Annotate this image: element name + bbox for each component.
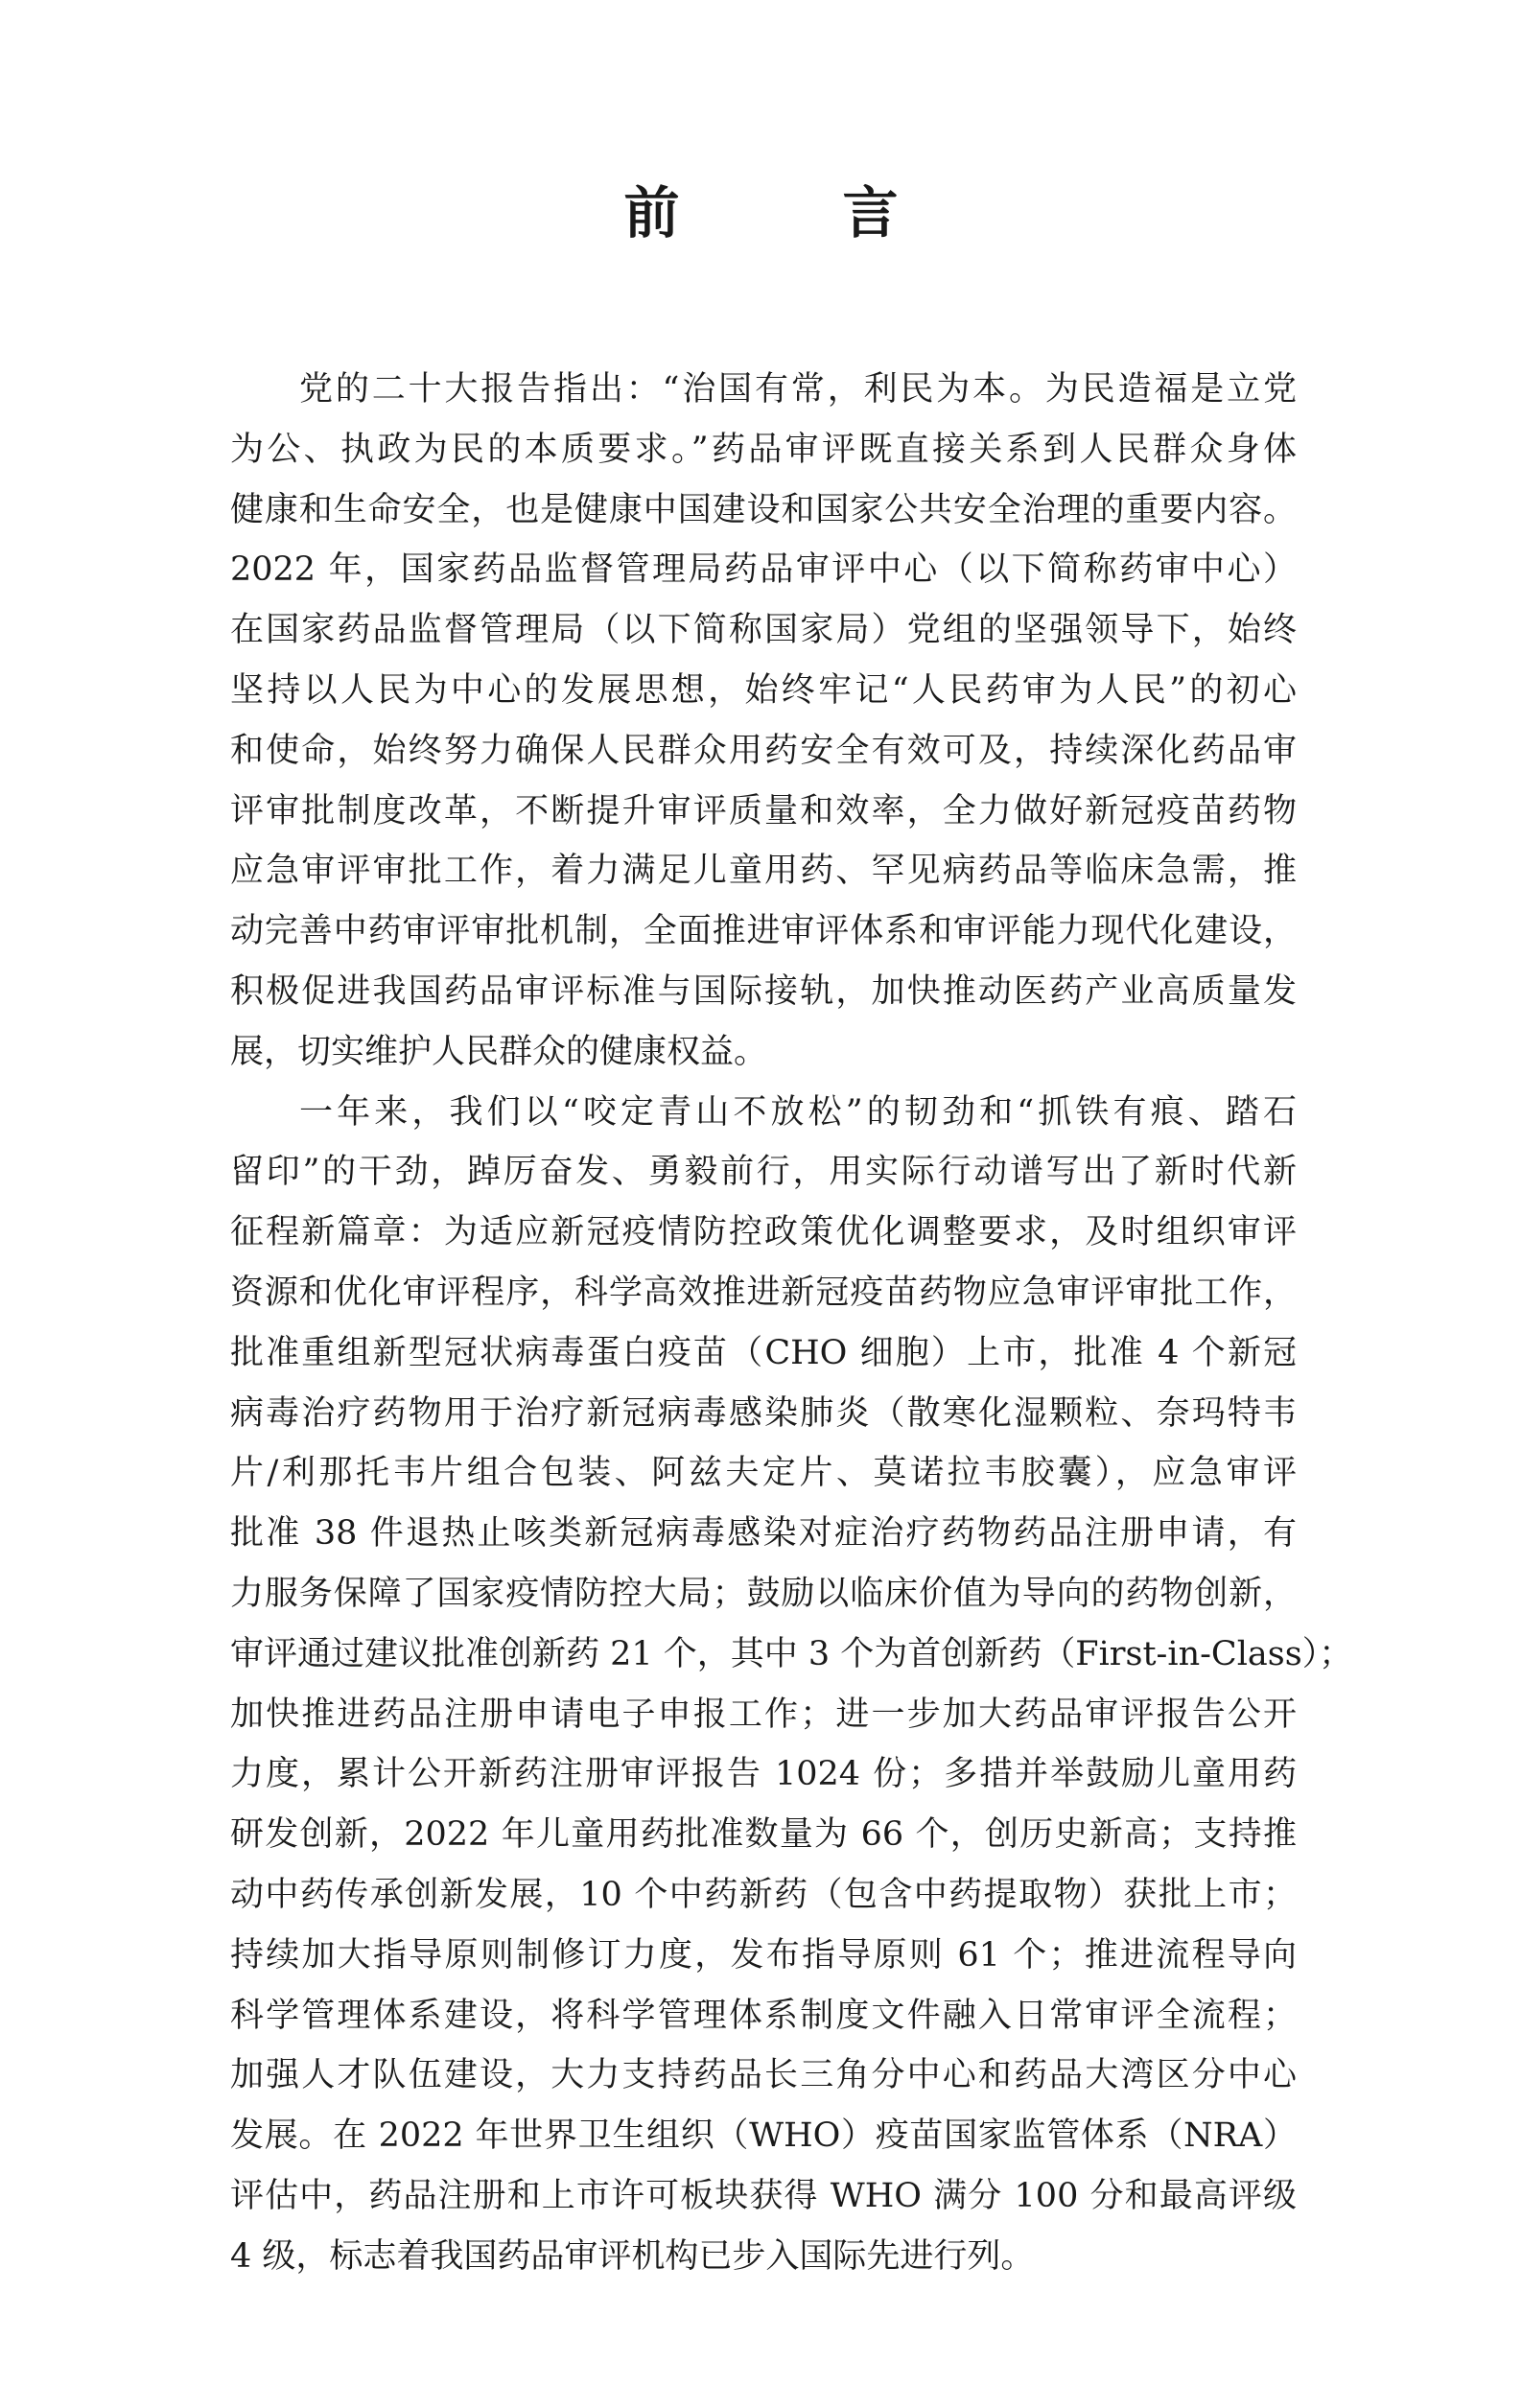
text-line: 一年来，我们以“咬定青山不放松”的韧劲和“抓铁有痕、踏石 xyxy=(299,1092,1297,1132)
text-line: 发展。在 2022 年世界卫生组织（WHO）疫苗国家监管体系（NRA） xyxy=(230,2116,1297,2156)
text-line: 4 级，标志着我国药品审评机构已步入国际先进行列。 xyxy=(230,2236,1035,2276)
text-line: 动完善中药审评审批机制，全面推进审评体系和审评能力现代化建设， xyxy=(230,912,1297,951)
text-line: 评估中，药品注册和上市许可板块获得 WHO 满分 100 分和最高评级 xyxy=(230,2176,1297,2215)
page-title: 前 言 xyxy=(623,180,952,245)
text-line: 和使命，始终努力确保人民群众用药安全有效可及，持续深化药品审 xyxy=(230,731,1297,770)
text-line: 病毒治疗药物用于治疗新冠病毒感染肺炎（散寒化湿颗粒、奈玛特韦 xyxy=(230,1393,1297,1433)
text-line: 力服务保障了国家疫情防控大局；鼓励以临床价值为导向的药物创新， xyxy=(230,1574,1297,1613)
text-line: 积极促进我国药品审评标准与国际接轨，加快推动医药产业高质量发 xyxy=(230,971,1297,1011)
text-line: 片/利那托韦片组合包装、阿兹夫定片、莫诺拉韦胶囊），应急审评 xyxy=(230,1454,1297,1493)
text-line: 党的二十大报告指出：“治国有常，利民为本。为民造福是立党 xyxy=(299,370,1297,409)
text-line: 在国家药品监督管理局（以下简称国家局）党组的坚强领导下，始终 xyxy=(230,611,1297,650)
text-line: 展，切实维护人民群众的健康权益。 xyxy=(230,1032,768,1071)
text-line: 持续加大指导原则制修订力度，发布指导原则 61 个；推进流程导向 xyxy=(230,1935,1297,1975)
text-line: 加快推进药品注册申请电子申报工作；进一步加大药品审评报告公开 xyxy=(230,1695,1297,1734)
text-line: 动中药传承创新发展，10 个中药新药（包含中药提取物）获批上市； xyxy=(230,1875,1297,1914)
text-line: 为公、执政为民的本质要求。”药品审评既直接关系到人民群众身体 xyxy=(230,430,1297,469)
document-body xyxy=(230,360,1353,2287)
paragraph xyxy=(230,360,1297,1083)
text-line: 研发创新，2022 年儿童用药批准数量为 66 个，创历史新高；支持推 xyxy=(230,1815,1297,1855)
text-line: 坚持以人民为中心的发展思想，始终牢记“人民药审为人民”的初心 xyxy=(230,670,1297,710)
text-line: 科学管理体系建设，将科学管理体系制度文件融入日常审评全流程； xyxy=(230,1996,1297,2035)
paragraph xyxy=(230,1083,1353,2287)
text-line: 资源和优化审评程序，科学高效推进新冠疫苗药物应急审评审批工作， xyxy=(230,1273,1297,1312)
text-line: 评审批制度改革，不断提升审评质量和效率，全力做好新冠疫苗药物 xyxy=(230,791,1297,830)
text-line: 加强人才队伍建设，大力支持药品长三角分中心和药品大湾区分中心 xyxy=(230,2056,1297,2095)
text-line: 2022 年，国家药品监督管理局药品审评中心（以下简称药审中心） xyxy=(230,550,1297,590)
text-line: 留印”的干劲，踔厉奋发、勇毅前行，用实际行动谱写出了新时代新 xyxy=(230,1153,1297,1192)
text-line: 批准重组新型冠状病毒蛋白疫苗（CHO 细胞）上市，批准 4 个新冠 xyxy=(230,1333,1297,1372)
text-line: 批准 38 件退热止咳类新冠病毒感染对症治疗药物药品注册申请，有 xyxy=(230,1514,1297,1554)
text-line: 应急审评审批工作，着力满足儿童用药、罕见病药品等临床急需，推 xyxy=(230,852,1297,891)
text-line: 审评通过建议批准创新药 21 个，其中 3 个为首创新药（First-in-Class）； xyxy=(230,1634,1353,1673)
text-line: 征程新篇章：为适应新冠疫情防控政策优化调整要求，及时组织审评 xyxy=(230,1213,1297,1252)
text-line: 健康和生命安全，也是健康中国建设和国家公共安全治理的重要内容。 xyxy=(230,490,1297,529)
text-line: 力度，累计公开新药注册审评报告 1024 份；多措并举鼓励儿童用药 xyxy=(230,1755,1297,1794)
